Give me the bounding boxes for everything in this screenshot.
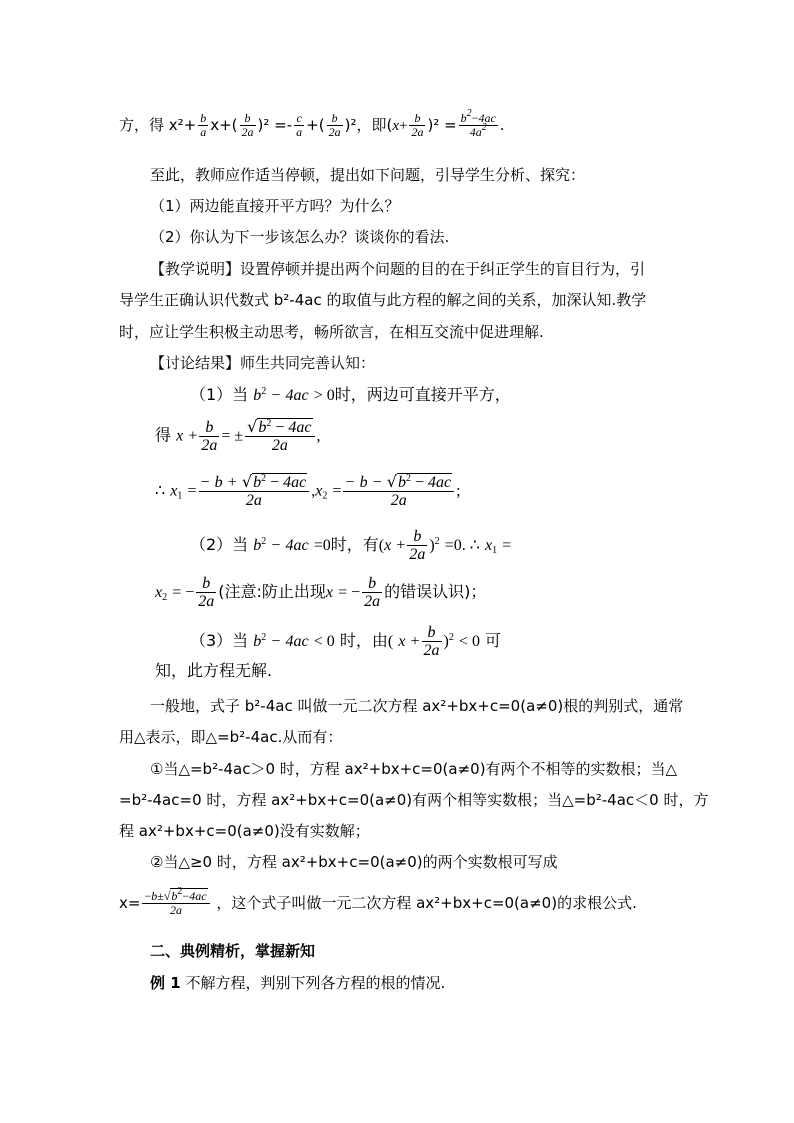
roots-line: ∴ $x_1$ = $\frac{- b + √b^2 - 4ac}{2a}$ $,x_2$ = $\frac{- b - √b^2 - 4ac}{2a}$ ;	[155, 472, 461, 509]
fraction-b-over-a: $\frac{b}{a}$	[200, 111, 207, 139]
example-label: 例 1	[150, 974, 181, 992]
case-2-continued: $x_2$ = − $\frac{b}{2a}$ (注意:防止出现x = − $\frac{b}{2a}$ 的错误认识)；	[155, 575, 487, 610]
rule-line-2: =b²-4ac=0 时，方程 ax²+bx+c=0(a≠0)有两个相等实数根；当△=b²-4ac＜0 时，方	[119, 791, 709, 809]
example-text: 不解方程，判别下列各方程的根的情况.	[185, 974, 446, 992]
text: 时，有	[330, 535, 379, 554]
section-heading: 二、典例精析，掌握新知	[150, 942, 316, 960]
text: .	[499, 116, 505, 134]
teaching-note-line-2: 导学生正确认识代数式 b²-4ac 的取值与此方程的解之间的关系，加深认知.教学	[119, 291, 647, 309]
derivation-line: 得 x + $\frac{b}{2a}$ = ± $\frac{√b^2 - 4ac}{2a}$ ,	[155, 417, 321, 454]
text: 得	[155, 425, 172, 445]
text: +(	[306, 116, 325, 134]
text: 可	[485, 631, 502, 650]
teaching-note-line-3: 时，应让学生积极主动思考，畅所欲言，在相互交流中促进理解.	[119, 323, 544, 341]
text: x=	[119, 894, 141, 912]
text: ，这个式子叫做一元二次方程 ax²+bx+c=0(a≠0)的求根公式.	[216, 894, 637, 912]
fraction-discriminant-over-4a2: $\frac{b^2-4ac}{4a^2}$	[460, 108, 496, 139]
case-3-conclusion: 知，此方程无解.	[155, 661, 273, 680]
text: )²，即(	[344, 116, 393, 134]
fraction-x2: $\frac{- b - √b^2 - 4ac}{2a}$	[343, 473, 454, 509]
text: x+(	[210, 116, 238, 134]
text: （1）当	[190, 385, 249, 404]
fraction-x1: $\frac{- b + √b^2 - 4ac}{2a}$	[199, 473, 310, 509]
case-2-line: （2）当 $b^2 - 4ac =0$时，有(x + $\frac{b}{2a}$ )$^2$ =0. ∴ $x_1$ =	[190, 528, 512, 563]
general-line-1: 一般地，式子 b²-4ac 叫做一元二次方程 ax²+bx+c=0(a≠0)根的判别式，通常	[150, 697, 684, 715]
example-1	[150, 973, 445, 993]
text: 时，由	[339, 631, 388, 650]
fraction-b-over-2a: $\frac{b}{2a}$	[409, 528, 426, 563]
text: (注意:防止出现	[218, 582, 326, 601]
case-3-line: （3）当 $b^2 - 4ac < 0$ 时，由( x + $\frac{b}{2a}$ )$^2$ < 0 可	[190, 624, 502, 659]
teaching-note-line-1: 【教学说明】设置停顿并提出两个问题的目的在于纠正学生的盲目行为，引	[150, 260, 646, 278]
text: （2）当	[190, 535, 249, 554]
equation-line-1: 方，得 x²+ $\frac{b}{a}$ x+( $\frac{b}{2a}$ )² =- $\frac{c}{a}$ +( $\frac{b}{2a}$ )²，即(x+ $\frac{b}{2a}$ )² = $\frac{b^2-4ac}{4a^2}$ .	[119, 108, 505, 139]
question-1: （1）两边能直接开平方吗？为什么？	[150, 197, 400, 215]
fraction-b-over-2a: $\frac{b}{2a}$	[328, 111, 341, 139]
rule-line-4: ②当△≥0 时，方程 ax²+bx+c=0(a≠0)的两个实数根可写成	[150, 853, 558, 871]
text: （3）当	[190, 631, 249, 650]
case-1-line: （1）当 $b^2 - 4ac > 0$时，两边可直接开平方，	[190, 385, 511, 404]
text: 时，两边可直接开平方，	[334, 385, 511, 404]
general-line-2: 用△表示，即△=b²-4ac.从而有：	[119, 728, 343, 746]
fraction-root-formula: $\frac{√b^2 - 4ac}{2a}$	[245, 418, 314, 454]
fraction-b-over-2a: $\frac{b}{2a}$	[364, 575, 381, 610]
fraction-quadratic-formula: $\frac{-b\pm√b^2-4ac}{2a}$	[142, 890, 209, 917]
text: 的错误认识)；	[384, 582, 487, 601]
fraction-c-over-a: $\frac{c}{a}$	[296, 111, 303, 139]
rule-line-1: ①当△=b²-4ac＞0 时，方程 ax²+bx+c=0(a≠0)有两个不相等的实数根；当△	[150, 760, 678, 778]
fraction-b-over-2a: $\frac{b}{2a}$	[198, 575, 215, 610]
quadratic-formula-line	[119, 886, 637, 917]
question-2: （2）你认为下一步该怎么办？谈谈你的看法.	[150, 228, 450, 246]
discussion-heading: 【讨论结果】师生共同完善认知：	[150, 354, 376, 372]
text: 方，得 x²+	[119, 116, 197, 134]
text: )² =-	[257, 116, 293, 134]
rule-line-3: 程 ax²+bx+c=0(a≠0)没有实数解；	[119, 822, 370, 840]
fraction-b-over-2a: $\frac{b}{2a}$	[423, 624, 440, 659]
text: )² =	[427, 116, 457, 134]
fraction-b-over-2a: $\frac{b}{2a}$	[241, 111, 254, 139]
paragraph-pause: 至此，教师应作适当停顿，提出如下问题，引导学生分析、探究：	[150, 166, 586, 184]
fraction-b-over-2a: $\frac{b}{2a}$	[201, 418, 218, 454]
fraction-b-over-2a: $\frac{b}{2a}$	[411, 111, 424, 139]
